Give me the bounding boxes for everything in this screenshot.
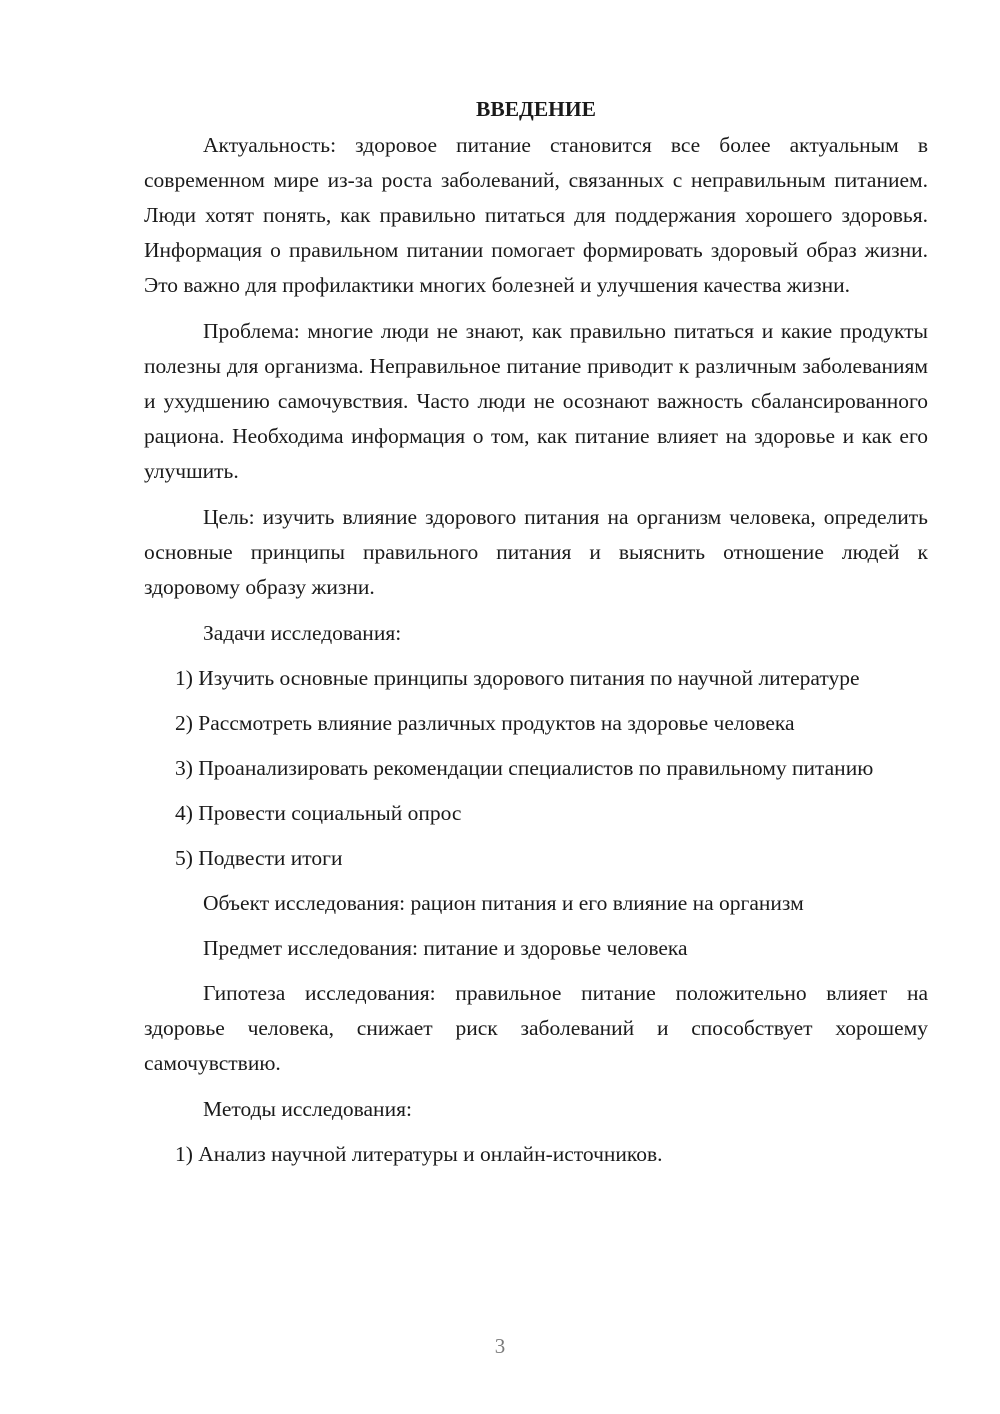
hypothesis-paragraph: Гипотеза исследования: правильное питание положительно влияет на здоровье человека, снижает риск заболеваний и способствует хорошему самочувствию.	[144, 981, 928, 1075]
relevance-paragraph: Актуальность: здоровое питание становится все более актуальным в современном мире из-за роста заболеваний, связанных с неправильным питанием. Люди хотят понять, как правильно питаться для поддержания хорошего здоровья. Информация о правильном питании помогает формировать здоровый образ жизни. Это важно для профилактики многих болезней и улучшения качества жизни.	[144, 133, 928, 297]
object-line: Объект исследования: рацион питания и его влияние на организм	[203, 891, 804, 915]
task-item-1: 1) Изучить основные принципы здорового питания по научной литературе	[175, 666, 860, 690]
subject-line: Предмет исследования: питание и здоровье человека	[203, 936, 688, 960]
document-page	[144, 92, 928, 1182]
tasks-heading: Задачи исследования:	[203, 621, 402, 645]
problem-paragraph: Проблема: многие люди не знают, как правильно питаться и какие продукты полезны для организма. Неправильное питание приводит к различным заболеваниям и ухудшению самочувствия. Часто люди не осознают важность сбалансированного рациона. Необходима информация о том, как питание влияет на здоровье и как его улучшить.	[144, 319, 928, 483]
section-title: ВВЕДЕНИЕ	[476, 97, 596, 121]
page-number: 3	[494, 1334, 506, 1358]
task-item-4: 4) Провести социальный опрос	[175, 801, 462, 825]
task-item-5: 5) Подвести итоги	[175, 846, 343, 870]
task-item-3: 3) Проанализировать рекомендации специалистов по правильному питанию	[175, 756, 874, 780]
goal-paragraph: Цель: изучить влияние здорового питания на организм человека, определить основные принципы правильного питания и выяснить отношение людей к здоровому образу жизни.	[144, 505, 928, 599]
method-item-1: 1) Анализ научной литературы и онлайн-источников.	[175, 1142, 663, 1166]
methods-heading: Методы исследования:	[203, 1097, 412, 1121]
task-item-2: 2) Рассмотреть влияние различных продуктов на здоровье человека	[175, 711, 795, 735]
